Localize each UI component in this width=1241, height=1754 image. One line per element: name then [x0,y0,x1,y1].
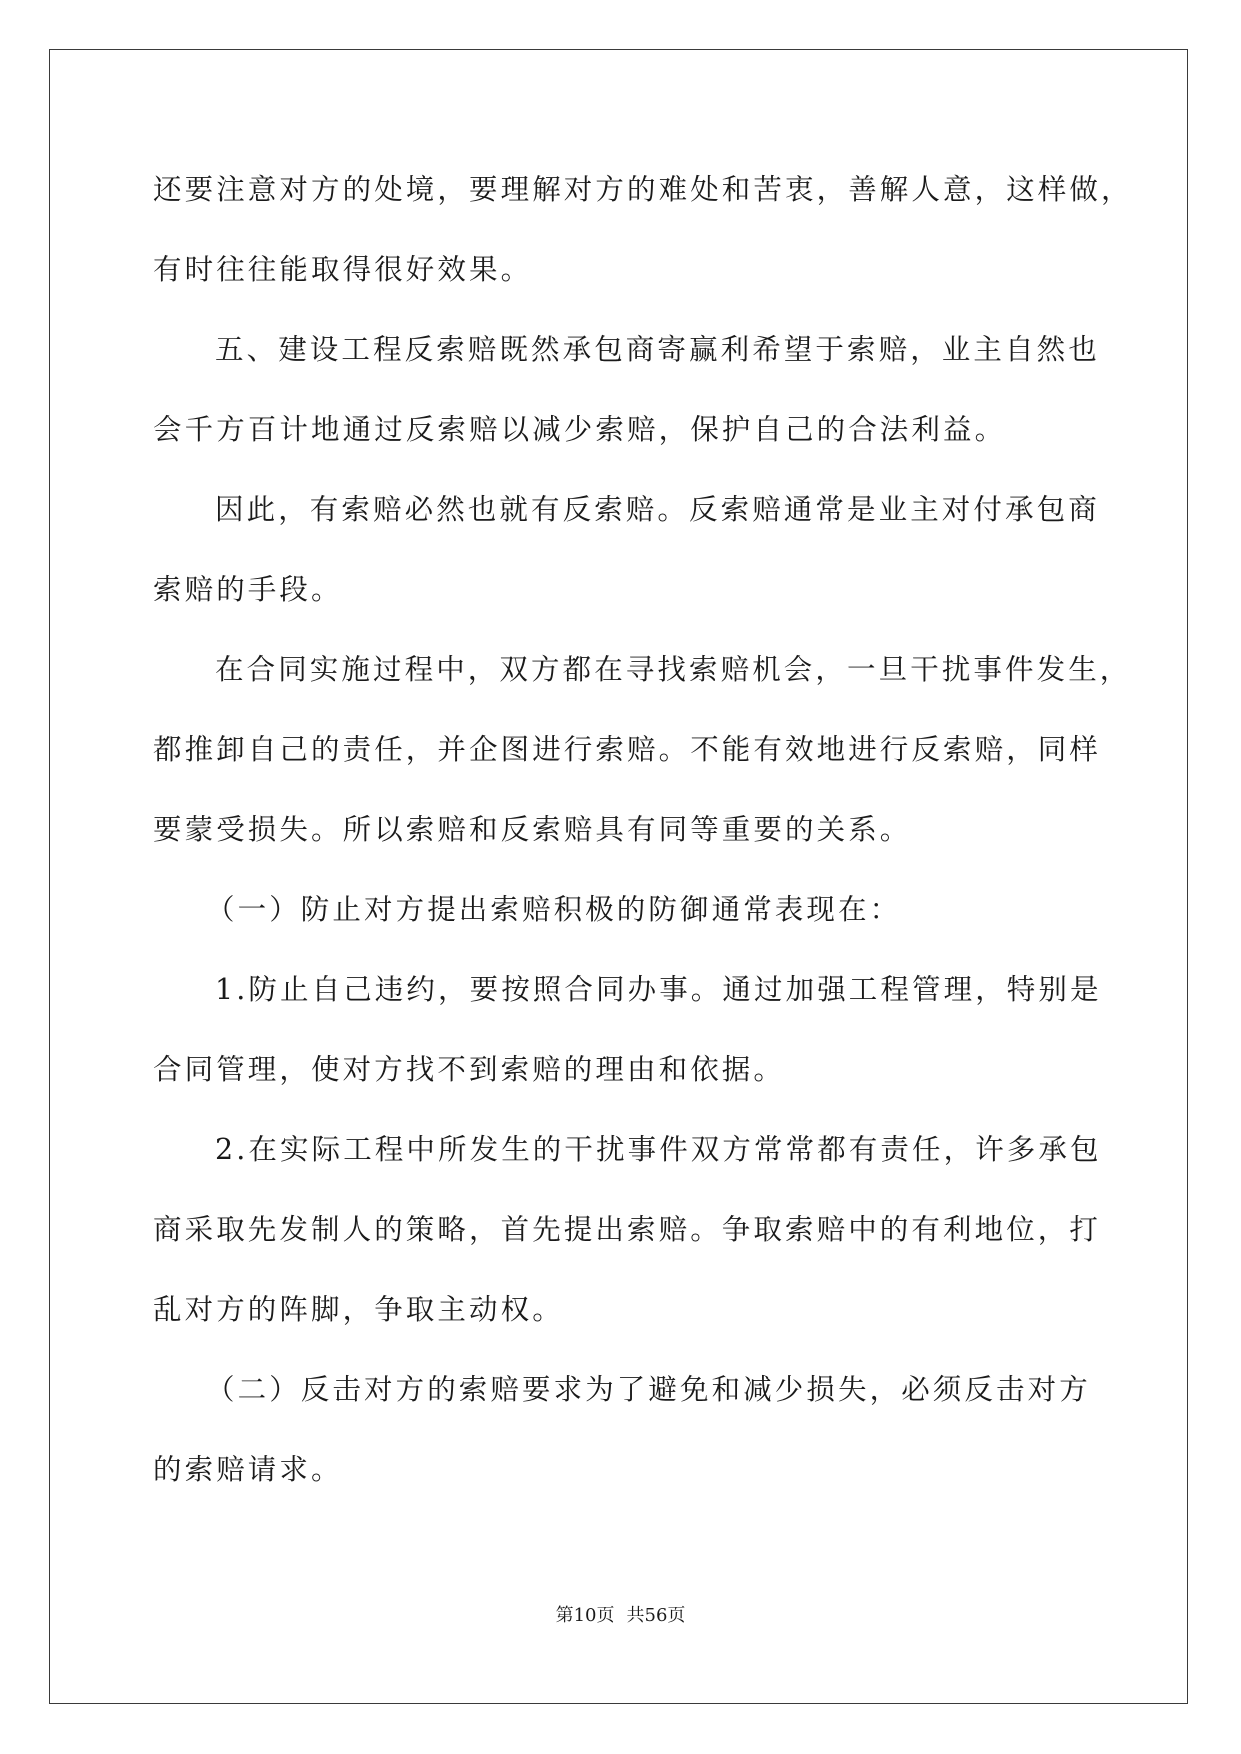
text-line: 会千方百计地通过反索赔以减少索赔，保护自己的合法利益。 [153,413,1007,446]
subheading-one [153,876,1118,956]
page-footer [0,1602,1241,1630]
text-line: 2.在实际工程中所发生的干扰事件双方常常都有责任，许多承包 [215,1133,1102,1166]
list-item [153,956,1118,1116]
list-item [153,1116,1118,1356]
text-line: 因此，有索赔必然也就有反索赔。反索赔通常是业主对付承包商 [215,493,1100,526]
text-line: （二）反击对方的索赔要求为了避免和减少损失，必须反击对方 [206,1373,1091,1406]
paragraph-continuation [153,156,1133,316]
paragraph [153,636,1132,876]
document-body [153,156,1133,1516]
text-line: 索赔的手段。 [153,573,343,606]
text-line: 在合同实施过程中，双方都在寻找索赔机会，一旦干扰事件发生， [215,653,1132,686]
text-line: （一）防止对方提出索赔积极的防御通常表现在： [206,893,902,926]
text-line: 合同管理，使对方找不到索赔的理由和依据。 [153,1053,786,1086]
text-line: 都推卸自己的责任，并企图进行索赔。不能有效地进行反索赔，同样 [153,733,1102,766]
text-line: 1.防止自己违约，要按照合同办事。通过加强工程管理，特别是 [215,973,1102,1006]
page-number: 第10页 [555,1605,615,1626]
text-line: 五、建设工程反索赔既然承包商寄赢利希望于索赔，业主自然也 [215,333,1100,366]
subheading-two [153,1356,1118,1516]
text-line: 要蒙受损失。所以索赔和反索赔具有同等重要的关系。 [153,813,912,846]
paragraph-section-five [153,316,1118,476]
paragraph [153,476,1118,636]
text-line: 的索赔请求。 [153,1453,343,1486]
text-line: 有时往往能取得很好效果。 [153,253,533,286]
text-line: 还要注意对方的处境，要理解对方的难处和苦衷，善解人意，这样做， [153,173,1133,206]
page-total: 共56页 [626,1605,686,1626]
text-line: 乱对方的阵脚，争取主动权。 [153,1293,564,1326]
text-line: 商采取先发制人的策略，首先提出索赔。争取索赔中的有利地位，打 [153,1213,1102,1246]
